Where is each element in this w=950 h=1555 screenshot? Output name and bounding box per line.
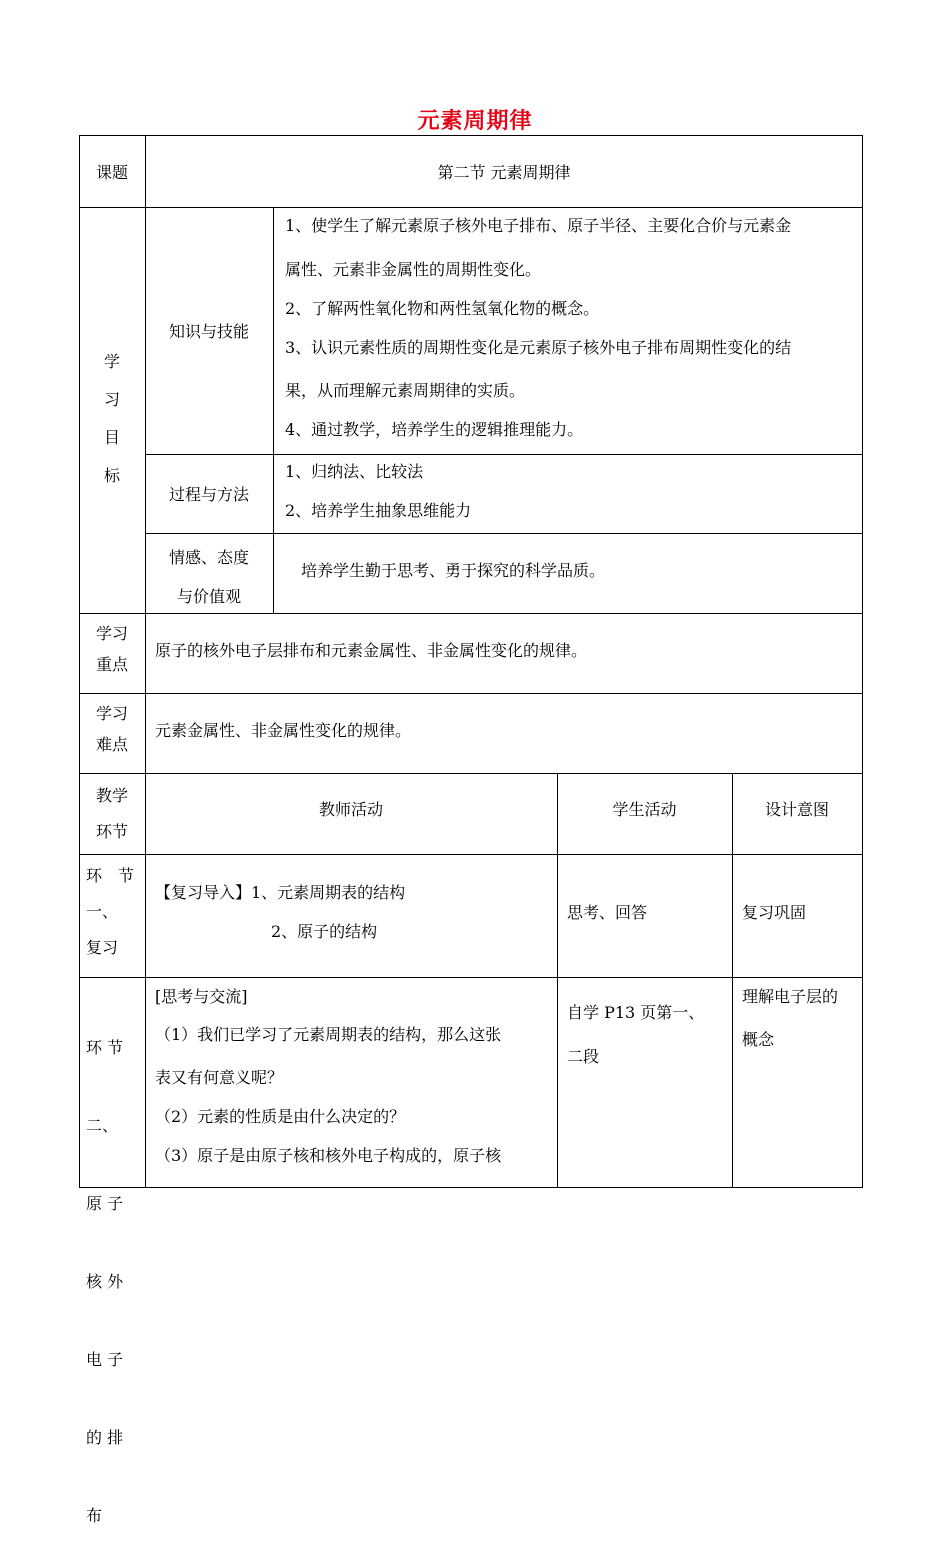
lesson-title: 第二节 元素周期律 bbox=[437, 162, 571, 182]
page-title: 元素周期律 bbox=[417, 109, 533, 134]
objectives-label: 学 习 目 标 bbox=[103, 352, 120, 485]
stage1-teacher-line-2: 2、原子的结构 bbox=[271, 922, 378, 941]
key-points-label: 学习 重点 bbox=[95, 624, 128, 674]
student-activity-header: 学生活动 bbox=[612, 799, 677, 819]
stage1-label: 环 节 一、 复习 bbox=[86, 866, 135, 957]
attitude-label: 情感、态度 与价值观 bbox=[168, 548, 249, 606]
difficulties-content: 元素金属性、非金属性变化的规律。 bbox=[155, 721, 412, 740]
lesson-label: 课题 bbox=[95, 162, 128, 182]
stage-header: 教学 环节 bbox=[95, 786, 128, 841]
teacher-activity-header: 教师活动 bbox=[318, 799, 383, 819]
stage2-label: 环 节 二、 原 子 核 外 电 子 的 排 布 bbox=[86, 1038, 124, 1525]
key-points-content: 原子的核外电子层排布和元素金属性、非金属性变化的规律。 bbox=[155, 641, 588, 660]
stage1-intent: 复习巩固 bbox=[742, 903, 807, 922]
attitude-content: 培养学生勤于思考、勇于探究的科学品质。 bbox=[301, 561, 606, 580]
stage1-teacher-line-1: 【复习导入】1、元素周期表的结构 bbox=[155, 883, 406, 902]
process-label: 过程与方法 bbox=[168, 485, 249, 504]
difficulties-label: 学习 难点 bbox=[95, 704, 128, 754]
design-intent-header: 设计意图 bbox=[764, 799, 829, 819]
stage1-student: 思考、回答 bbox=[567, 903, 648, 922]
knowledge-label: 知识与技能 bbox=[168, 322, 249, 341]
